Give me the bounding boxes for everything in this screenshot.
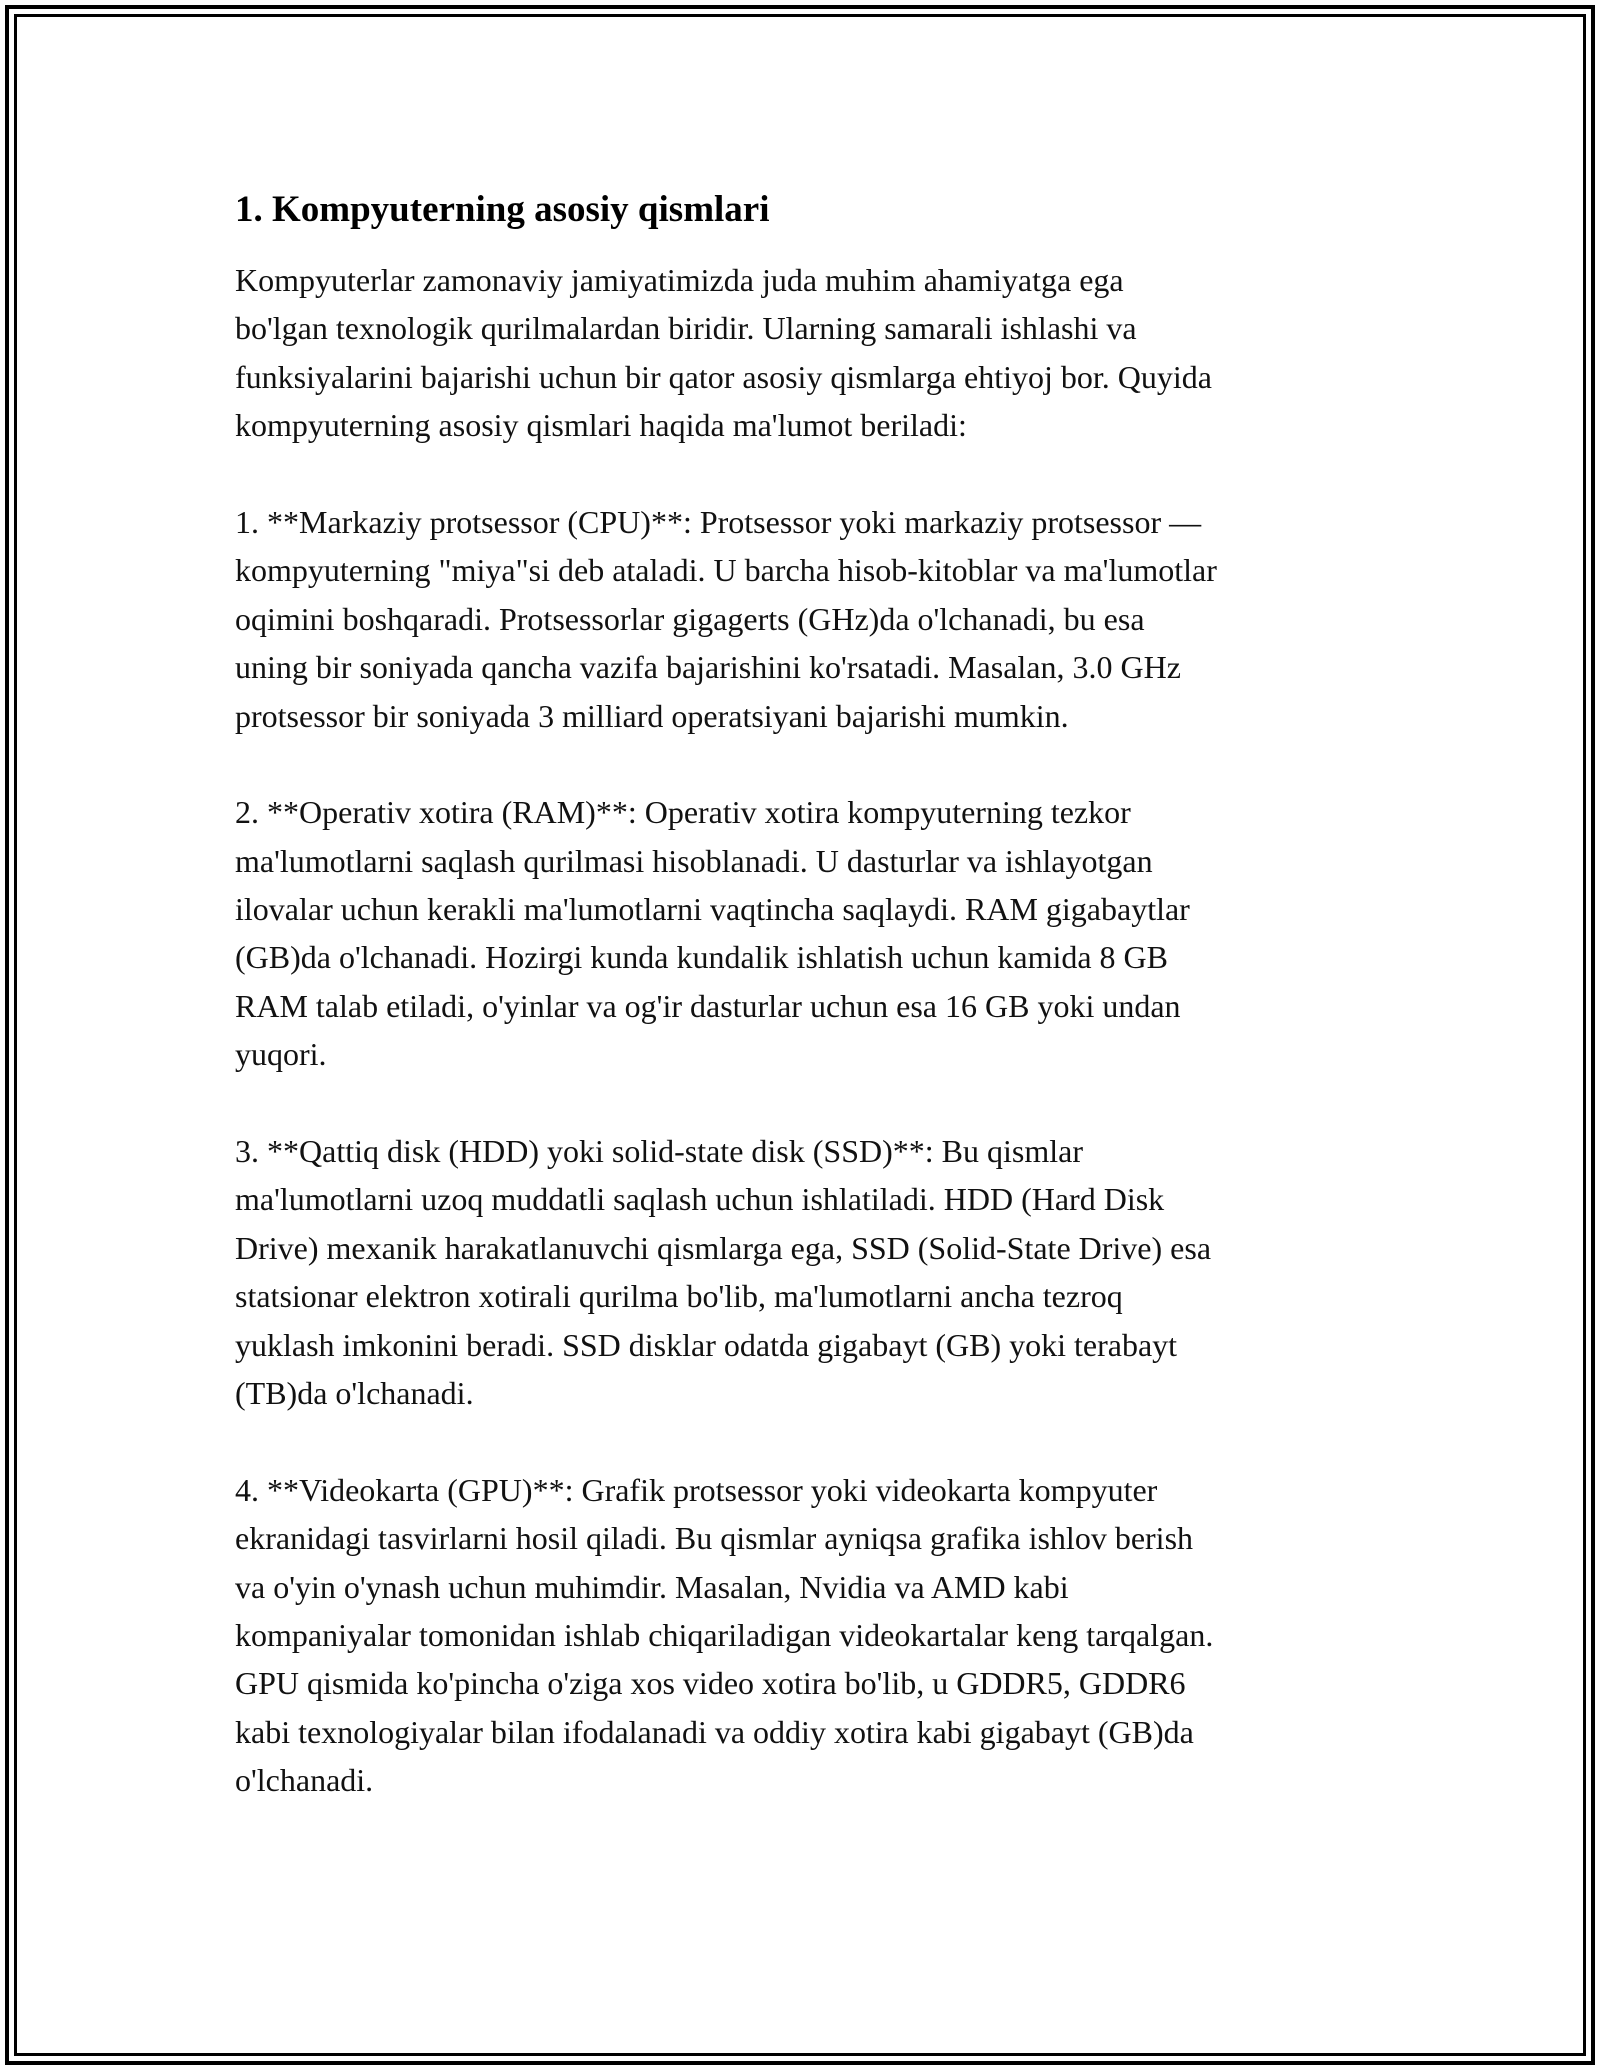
text-line: 1. **Markaziy protsessor (CPU)**: Protsessor yoki markaziy protsessor — <box>235 503 1202 540</box>
text-line: bo'lgan texnologik qurilmalardan biridir. Ularning samarali ishlashi va <box>235 310 1137 347</box>
text-line: kompyuterning "miya"si deb ataladi. U barcha hisob-kitoblar va ma'lumotlar <box>235 552 1217 589</box>
document-body <box>235 186 1365 1805</box>
text-line: (TB)da o'lchanadi. <box>235 1374 474 1411</box>
paragraph-gpu <box>235 1466 1365 1805</box>
text-line: oqimini boshqaradi. Protsessorlar gigagerts (GHz)da o'lchanadi, bu esa <box>235 600 1145 637</box>
text-line: ma'lumotlarni uzoq muddatli saqlash uchun ishlatiladi. HDD (Hard Disk <box>235 1181 1165 1218</box>
text-line: GPU qismida ko'pincha o'ziga xos video xotira bo'lib, u GDDR5, GDDR6 <box>235 1665 1186 1702</box>
text-line: yuklash imkonini beradi. SSD disklar odatda gigabayt (GB) yoki terabayt <box>235 1326 1178 1363</box>
text-line: statsionar elektron xotirali qurilma bo'lib, ma'lumotlarni ancha tezroq <box>235 1278 1123 1315</box>
text-line: kompyuterning asosiy qismlari haqida ma'lumot beriladi: <box>235 407 967 444</box>
paragraph-ram <box>235 788 1365 1078</box>
paragraph-storage <box>235 1127 1365 1417</box>
text-line: RAM talab etiladi, o'yinlar va og'ir dasturlar uchun esa 16 GB yoki undan <box>235 987 1181 1024</box>
text-line: 4. **Videokarta (GPU)**: Grafik protsessor yoki videokarta kompyuter <box>235 1471 1158 1508</box>
text-line: kabi texnologiyalar bilan ifodalanadi va oddiy xotira kabi gigabayt (GB)da <box>235 1713 1194 1750</box>
text-line: protsessor bir soniyada 3 milliard operatsiyani bajarishi mumkin. <box>235 697 1069 734</box>
text-line: uning bir soniyada qancha vazifa bajarishini ko'rsatadi. Masalan, 3.0 GHz <box>235 649 1181 686</box>
document-title: 1. Kompyuterning asosiy qismlari <box>235 189 770 230</box>
text-line: kompaniyalar tomonidan ishlab chiqariladigan videokartalar keng tarqalgan. <box>235 1616 1214 1653</box>
text-line: Kompyuterlar zamonaviy jamiyatimizda juda muhim ahamiyatga ega <box>235 262 1124 298</box>
text-line: (GB)da o'lchanadi. Hozirgi kunda kundalik ishlatish uchun kamida 8 GB <box>235 939 1168 976</box>
text-line: Drive) mexanik harakatlanuvchi qismlarga ega, SSD (Solid-State Drive) esa <box>235 1229 1212 1266</box>
text-line: ilovalar uchun kerakli ma'lumotlarni vaqtincha saqlaydi. RAM gigabaytlar <box>235 891 1190 928</box>
paragraph-cpu <box>235 498 1365 740</box>
text-line: yuqori. <box>235 1036 327 1073</box>
text-line: ma'lumotlarni saqlash qurilmasi hisoblanadi. U dasturlar va ishlayotgan <box>235 842 1153 879</box>
text-line: 2. **Operativ xotira (RAM)**: Operativ xotira kompyuterning tezkor <box>235 794 1131 831</box>
paragraph-intro <box>235 256 1365 450</box>
text-line: funksiyalarini bajarishi uchun bir qator asosiy qismlarga ehtiyoj bor. Quyida <box>235 358 1212 395</box>
text-line: ekranidagi tasvirlarni hosil qiladi. Bu qismlar ayniqsa grafika ishlov berish <box>235 1520 1194 1557</box>
text-line: o'lchanadi. <box>235 1762 374 1799</box>
text-line: va o'yin o'ynash uchun muhimdir. Masalan, Nvidia va AMD kabi <box>235 1568 1069 1605</box>
text-line: 3. **Qattiq disk (HDD) yoki solid-state disk (SSD)**: Bu qismlar <box>235 1133 1083 1170</box>
